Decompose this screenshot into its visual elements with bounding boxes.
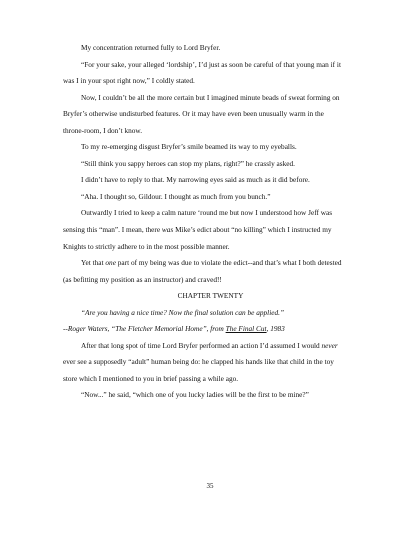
text-line [63, 255, 358, 272]
page-number: 35 [206, 482, 214, 490]
text-line: “Aha. I thought so, Gildour. I thought as much from you bunch.” [81, 191, 271, 201]
text-line: (as befitting my position as an instructor) and craved!! [63, 274, 222, 284]
chapter-heading: CHAPTER TWENTY [177, 291, 244, 301]
text-run: Yet that [81, 258, 106, 268]
text-line: Outwardly I tried to keep a calm nature ‘round me but now I understood how Jeff was [81, 208, 333, 218]
text-run: --Roger Waters, “The Fletcher Memorial Home”, from [63, 324, 226, 334]
text-line: Knights to strictly adhere to in the most possible manner. [63, 241, 230, 251]
text-line: “Still think you sappy heroes can stop my plans, right?” he crassly asked. [81, 158, 295, 168]
text-line: Bryfer’s otherwise undisturbed features. Or it may have even been unusually warm in the [63, 109, 324, 119]
emphasis-text: “Are you having a nice time? Now the final solution can be applied.” [81, 307, 285, 317]
text-line: I didn’t have to reply to that. My narrowing eyes said as much as it did before. [81, 175, 310, 185]
album-title: The Final Cut [225, 324, 267, 334]
text-run: Mike’s edict about “no killing” which I instructed my [173, 225, 332, 235]
text-run: part of my being was due to violate the edict--and that’s what I both detested [115, 258, 342, 268]
text-line: was I in your spot right now,” I coldly stated. [63, 76, 195, 86]
text-line: throne-room, I don’t know. [63, 125, 143, 135]
epigraph-quote [63, 305, 358, 322]
text-line: Now, I couldn’t be all the more certain but I imagined minute beads of sweat forming on [81, 92, 340, 102]
text-run: , 1983 [266, 324, 285, 334]
text-line: “For your sake, your alleged ‘lordship’, I’d just as soon be careful of that young man if it [81, 59, 341, 69]
text-line [63, 222, 358, 239]
text-line: To my re-emerging disgust Bryfer’s smile beamed its way to my eyeballs. [81, 142, 297, 152]
text-line: store which I mentioned to you in brief passing a while ago. [63, 373, 239, 383]
emphasis-text: never [321, 340, 338, 350]
text-line: My concentration returned fully to Lord Bryfer. [81, 43, 221, 52]
text-run: After that long spot of time Lord Bryfer performed an action I’d assumed I would [81, 340, 322, 350]
emphasis-text: one [105, 258, 116, 268]
text-line: “Now...” he said, “which one of you lucky ladies will be the first to be mine?” [81, 390, 309, 400]
text-line [63, 338, 358, 355]
epigraph-attribution [63, 321, 358, 338]
body-text [63, 40, 358, 404]
emphasis-text: was [161, 225, 174, 235]
text-run: sensing this “man”. I mean, there [63, 225, 162, 235]
text-line: ever see a supposedly “adult” human being do: he clapped his hands like that child in the toy [63, 357, 334, 367]
